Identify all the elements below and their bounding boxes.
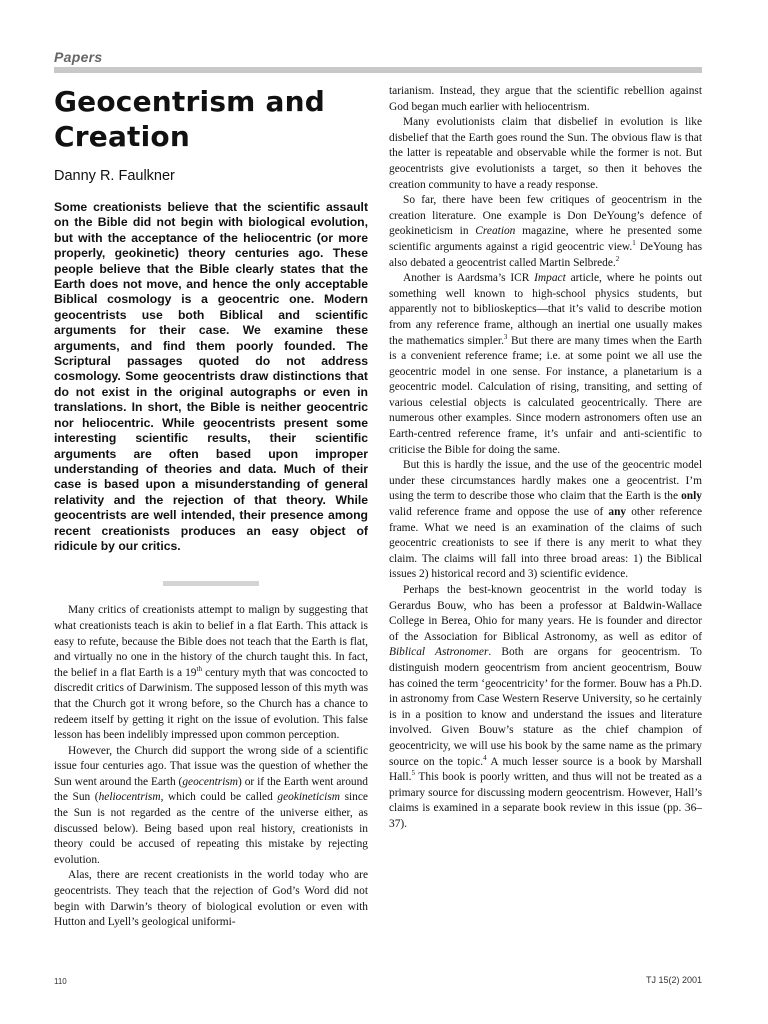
title-line-2: Creation — [54, 120, 190, 153]
paragraph: So far, there have been few critiques of geocentrism in the creation literature. One example is Don DeYoung’s defence of geokineticism in Creation magazine, where he presented some scientific arguments against a rigid geocentric view.$^1$ DeYoung has also debated a geocentrist called Martin Selbrede.$^2$ — [389, 194, 702, 269]
paragraph: But this is hardly the issue, and the use of the geocentric model under these circumstances hardly makes one a geocentrist. I’m using the term to describe those who claim that the Earth is the only valid reference frame and oppose the use of any other reference frame. What we need is an examination of the claims of such geocentric creationists to see if there is any merit to what they claim. The claims will fall into three broad areas: 1) the Biblical issues 2) historical record and 3) scientific evidence. — [389, 459, 702, 581]
page-number: 110 — [54, 977, 67, 986]
article-title — [54, 84, 368, 154]
paragraph: Perhaps the best-known geocentrist in the world today is Gerardus Bouw, who has been a professor at Baldwin-Wallace College in Berea, Ohio for many years. He is founder and director of the Association for Biblical Astronomy, as well as editor of Biblical Astronomer. Both are organs for geocentrism. To distinguish modern geocentrism from ancient geocentrism, Bouw has coined the term ‘geocentricity’ for the former. Bouw has a Ph.D. in astronomy from Case Western Reserve University, so he certainly is in a position to know and understand the issues and literature involved. Given Bouw’s stature as the chief champion of geocentricity, we will use his book by the same name as the primary source on the topic.$^4$ A much lesser source is a book by Marshall Hall.$^5$ This book is poorly written, and thus will not be treated as a primary source for discussing modern geocentrism. However, Hall’s claims is examined in a separate book review in this issue (pp. 36–37). — [389, 584, 702, 830]
left-body-text — [54, 603, 368, 930]
journal-citation: TJ 15(2) 2001 — [645, 975, 702, 985]
right-body-text — [389, 84, 702, 833]
paragraph: Many evolutionists claim that disbelief in evolution is like disbelief that the Earth goes round the Sun. The obvious flaw is that the latter is repeatable and observable while the former is not. But geocentrists give evolutionists a target, so then it behoves the creation community to have a ready response. — [389, 116, 702, 191]
header-rule — [54, 67, 702, 73]
paragraph: However, the Church did support the wrong side of a scientific issue four centuries ago. That issue was the question of whether the Sun went around the Earth (geocentrism) or if the Earth went around the Sun (heliocentrism, which could be called geokineticism since the Sun is not regarded as the centre of the universe either, as discussed below). Being based upon real history, creationists in theory could be accused of repeating this mistake by rejecting evolution. — [54, 744, 368, 866]
paragraph: Many critics of creationists attempt to malign by suggesting that what creationists teach is akin to belief in a flat Earth. This attack is easy to refute, because the Bible does not teach that the Earth is flat, and virtually no one in the history of the church taught this. In fact, the belief in a flat Earth is a 19th century myth that was concocted to discredit critics of Darwinism. The supposed lesson of this myth was that the Church got it wrong before, so the Church has a chance to redeem itself by getting it right on the issue of evolution. This false lesson has been indelibly impressed upon common perception. — [54, 604, 369, 742]
abstract-separator — [163, 581, 259, 586]
paragraph: tarianism. Instead, they argue that the scientific rebellion against God began much earlier with heliocentrism. — [389, 85, 702, 113]
left-column — [54, 84, 368, 931]
abstract: Some creationists believe that the scientific assault on the Bible did not begin with biological evolution, but with the acceptance of the heliocentric (or more properly, geokinetic) theory centuries ago. These people believe that the Bible clearly states that the Earth does not move, and hence the only acceptable Biblical cosmology is a geocentric one. Modern geocentrists use both Biblical and scientific arguments for their case. We examine these arguments, and find them poorly founded. The Scriptural passages quoted do not address cosmology. Some geocentrists draw distinctions that do not exist in the original autographs or even in translations. In short, the Bible is neither geocentric nor heliocentric. While geocentrists present some interesting scientific results, their scientific arguments are often based upon improper understanding of theories and data. Much of their case is based upon a misunderstanding of general relativity and the rejection of that theory. While geocentrists are well intended, their presence among recent creationists produces an easy object of ridicule by our critics. — [54, 200, 368, 553]
title-line-1: Geocentrism and — [54, 85, 325, 118]
section-label: Papers — [54, 49, 103, 65]
author-name: Danny R. Faulkner — [54, 168, 175, 184]
right-column — [389, 84, 702, 833]
paragraph: Another is Aardsma’s ICR Impact article, where he points out something well known to high-school physics students, but apparently not to biblioskeptics—that it’s valid to describe motion from any reference frame, although an inertial one usually makes the mathematics simpler.$^3$ But there are many times when the Earth is a convenient reference frame; i.e. at some point we all use the geocentric model in one sense. For instance, a planetarium is a geocentric model. Calculation of rising, transiting, and setting of various celestial objects is calculated geocentrically. There are numerous other examples. Since modern astronomers often use an Earth-centred reference frame, it’s unfair and anti-scientific to criticise the Bible for doing the same. — [389, 272, 702, 456]
paragraph: Alas, there are recent creationists in the world today who are geocentrists. They teach that the rejection of God’s Word did not begin with Darwin’s theory of biological evolution or even with Hutton and Lyell’s geological uniformi- — [54, 869, 368, 929]
